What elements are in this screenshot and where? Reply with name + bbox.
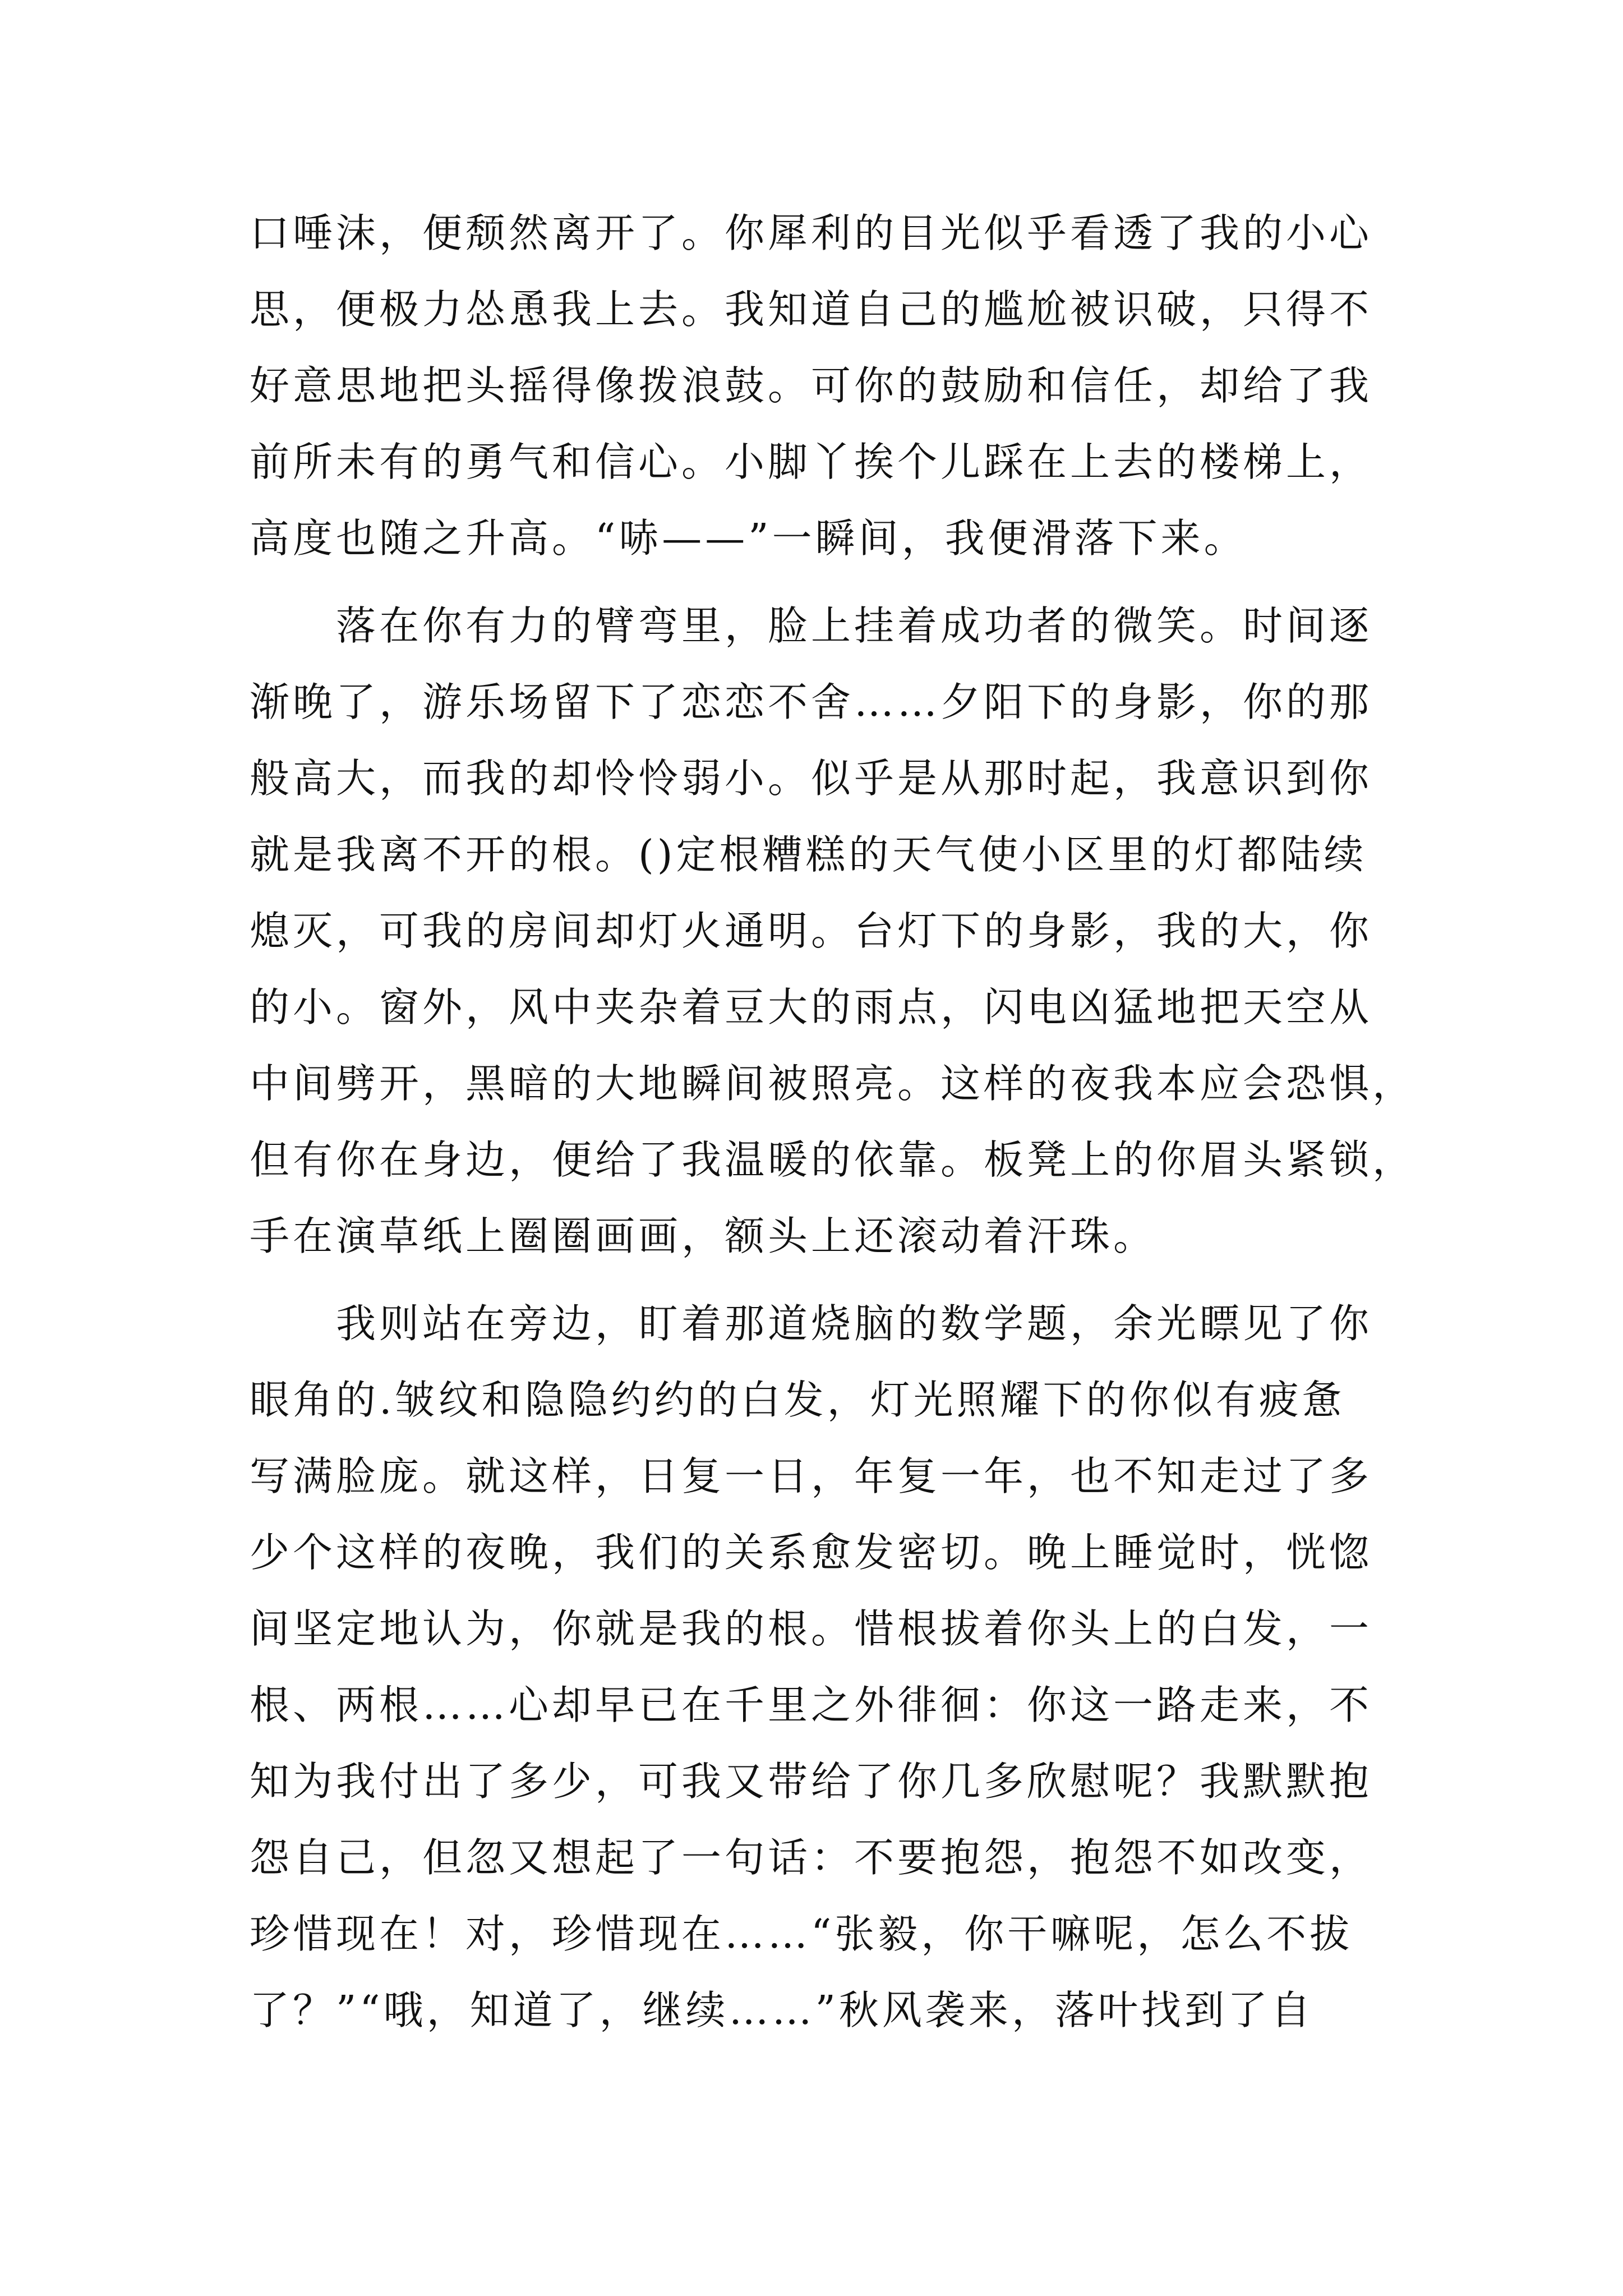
document-body <box>250 195 1416 2049</box>
text-line: 根、两根……心却早已在千里之外徘徊：你这一路走来，不 <box>250 1682 1373 1728</box>
text-line: 间坚定地认为，你就是我的根。惜根拔着你头上的白发，一 <box>250 1605 1373 1652</box>
text-line: 口唾沫，便颓然离开了。你犀利的目光似乎看透了我的小心 <box>250 210 1373 256</box>
text-line: 中间劈开，黑暗的大地瞬间被照亮。这样的夜我本应会恐惧， <box>250 1060 1416 1107</box>
text-line: 熄灭，可我的房间却灯火通明。台灯下的身影，我的大，你 <box>250 908 1373 954</box>
text-line: 思，便极力怂恿我上去。我知道自己的尴尬被识破，只得不 <box>250 286 1373 333</box>
text-line: 落在你有力的臂弯里，脸上挂着成功者的微笑。时间逐 <box>250 602 1373 649</box>
text-line: 眼角的.皱纹和隐隐约约的白发，灯光照耀下的你似有疲惫 <box>250 1377 1345 1423</box>
text-line: 前所未有的勇气和信心。小脚丫挨个儿踩在上去的楼梯上， <box>250 439 1373 485</box>
paragraph <box>250 588 1416 1274</box>
text-line: 我则站在旁边，盯着那道烧脑的数学题，余光瞟见了你 <box>250 1300 1373 1347</box>
text-line: 怨自己，但忽又想起了一句话：不要抱怨，抱怨不如改变， <box>250 1834 1373 1881</box>
text-line: 就是我离不开的根。()定根糟糕的天气使小区里的灯都陆续 <box>250 831 1367 878</box>
text-line: 的小。窗外，风中夹杂着豆大的雨点，闪电凶猛地把天空从 <box>250 984 1373 1030</box>
text-line: 般高大，而我的却怜怜弱小。似乎是从那时起，我意识到你 <box>250 755 1373 802</box>
text-line: 手在演草纸上圈圈画画，额头上还滚动着汗珠。 <box>250 1213 1157 1259</box>
paragraph <box>250 1286 1382 2049</box>
text-line: 珍惜现在！对，珍惜现在……“张毅，你干嘛呢，怎么不拔 <box>250 1911 1353 1957</box>
text-line: 了？”“哦，知道了，继续……”秋风袭来，落叶找到了自 <box>250 1987 1314 2033</box>
text-line: 写满脸庞。就这样，日复一日，年复一年，也不知走过了多 <box>250 1453 1373 1499</box>
paragraph <box>250 195 1382 577</box>
paragraph-gap <box>250 1274 1382 1286</box>
text-line: 但有你在身边，便给了我温暖的依靠。板凳上的你眉头紧锁， <box>250 1137 1416 1183</box>
paragraph-gap <box>250 577 1382 588</box>
text-line: 渐晚了，游乐场留下了恋恋不舍……夕阳下的身影，你的那 <box>250 679 1373 725</box>
text-line: 知为我付出了多少，可我又带给了你几多欣慰呢？我默默抱 <box>250 1758 1373 1805</box>
text-line: 好意思地把头摇得像拨浪鼓。可你的鼓励和信任，却给了我 <box>250 362 1373 409</box>
text-line: 少个这样的夜晚，我们的关系愈发密切。晚上睡觉时，恍惚 <box>250 1529 1373 1576</box>
text-line: 高度也随之升高。“哧——”一瞬间，我便滑落下来。 <box>250 515 1247 562</box>
